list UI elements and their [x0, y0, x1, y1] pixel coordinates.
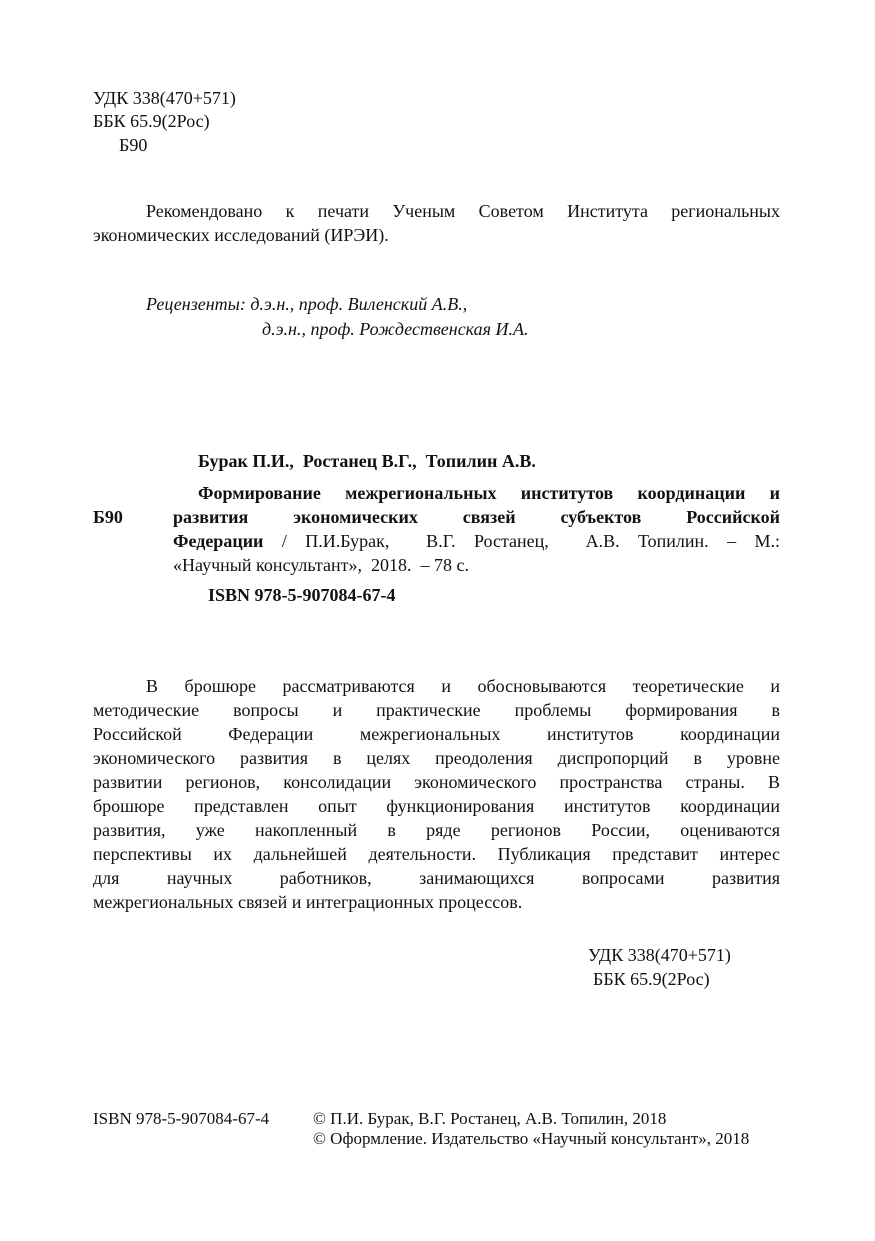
- abstract-line: развитии регионов, консолидации экономического пространства страны. В: [93, 772, 780, 792]
- authors-line: Бурак П.И., Ростанец В.Г., Топилин А.В.: [198, 451, 536, 471]
- author-mark-top: Б90: [119, 135, 148, 155]
- title-line-2: развития экономических связей субъектов Российской: [173, 507, 780, 527]
- abstract-line: экономического развития в целях преодоления диспропорций в уровне: [93, 748, 780, 768]
- bbk-code-bottom: ББК 65.9(2Рос): [593, 969, 710, 989]
- copyright-authors: © П.И. Бурак, В.Г. Ростанец, А.В. Топилин, 2018: [313, 1109, 667, 1128]
- reviewer-1: д.э.н., проф. Виленский А.В.,: [250, 294, 468, 314]
- abstract-line: брошюре представлен опыт функционирования институтов координации: [93, 796, 780, 816]
- isbn-bibliographic: ISBN 978-5-907084-67-4: [208, 585, 396, 605]
- bbk-code-top: ББК 65.9(2Рос): [93, 111, 210, 131]
- reviewers-label: Рецензенты:: [146, 294, 246, 314]
- recommendation-line-2: экономических исследований (ИРЭИ).: [93, 225, 389, 245]
- udk-code-bottom: УДК 338(470+571): [588, 945, 731, 965]
- abstract-line: методические вопросы и практические проблемы формирования в: [93, 700, 780, 720]
- abstract-line: перспективы их дальнейшей деятельности. Публикация представит интерес: [93, 844, 780, 864]
- footer-isbn: ISBN 978-5-907084-67-4: [93, 1109, 270, 1128]
- title-line-1: Формирование межрегиональных институтов координации и: [198, 483, 780, 503]
- title-line-3: [173, 529, 780, 553]
- recommendation-paragraph: [93, 199, 780, 247]
- copyright-publisher: © Оформление. Издательство «Научный консультант», 2018: [313, 1129, 750, 1148]
- side-author-mark: Б90: [93, 507, 123, 527]
- recommendation-line-1: Рекомендовано к печати Ученым Советом Института региональных: [146, 201, 780, 221]
- abstract-line: для научных работников, занимающихся вопросами развития: [93, 868, 780, 888]
- abstract-line: В брошюре рассматриваются и обосновываются теоретические и: [146, 676, 780, 696]
- abstract-paragraph: [93, 674, 780, 914]
- abstract-line: Российской Федерации межрегиональных институтов координации: [93, 724, 780, 744]
- title-line-3-rest: / П.И.Бурак, В.Г. Ростанец, А.В. Топилин. – М.:: [263, 531, 780, 551]
- abstract-line: развития, уже накопленный в ряде регионов России, оцениваются: [93, 820, 780, 840]
- abstract-line: межрегиональных связей и интеграционных процессов.: [93, 892, 523, 912]
- title-line-4: «Научный консультант», 2018. – 78 с.: [173, 555, 469, 575]
- reviewer-2: д.э.н., проф. Рождественская И.А.: [262, 319, 529, 339]
- udk-code-top: УДК 338(470+571): [93, 88, 236, 108]
- bibliographic-description: [173, 481, 780, 577]
- reviewers-line-1: [146, 293, 467, 315]
- title-line-3-bold: Федерации: [173, 531, 264, 551]
